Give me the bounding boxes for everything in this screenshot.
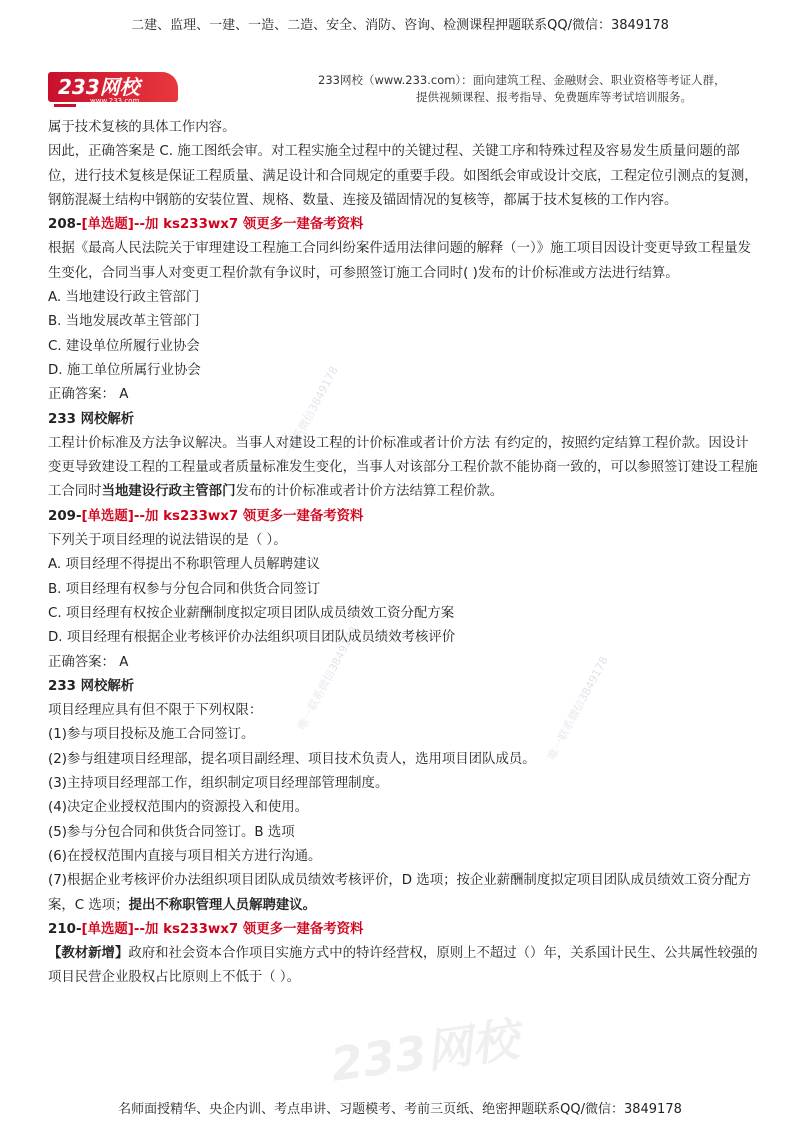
question-209-analysis-intro: 项目经理应具有但不限于下列权限： — [48, 703, 263, 719]
question-210-heading — [48, 918, 758, 942]
analysis-209-item-7-text: (7)根据企业考核评价办法组织项目团队成员绩效考核评价，D 选项；按企业薪酬制度拟定项目团队成员绩效工资分配方案，C 选项； — [48, 873, 752, 913]
question-208-option-c: C. 建设单位所履行业协会 — [48, 338, 200, 354]
question-208-option-d: D. 施工单位所属行业协会 — [48, 362, 201, 378]
analysis-208-bold: 当地建设行政主管部门 — [101, 484, 236, 500]
top-banner: 二建、监理、一建、一造、二造、安全、消防、咨询、检测课程押题联系QQ/微信：3849178 — [131, 18, 669, 33]
question-209-option-c: C. 项目经理有权按企业薪酬制度拟定项目团队成员绩效工资分配方案 — [48, 605, 455, 621]
question-208-analysis — [48, 432, 758, 505]
analysis-209-item-4: (4)决定企业授权范围内的资源投入和使用。 — [48, 800, 308, 816]
intro-line-1: 属于技术复核的具体工作内容。 — [48, 120, 236, 135]
question-210-number: 210- — [48, 921, 82, 937]
question-208-option-a: A. 当地建设行政主管部门 — [48, 290, 200, 306]
question-209-analysis-title: 233 网校解析 — [48, 678, 135, 694]
analysis-209-item-3: (3)主持项目经理部工作，组织制定项目经理部管理制度。 — [48, 776, 389, 792]
logo-subtext: www.233.com — [90, 97, 140, 105]
question-208-analysis-title: 233 网校解析 — [48, 411, 135, 427]
analysis-208-text-2: 发布的计价标准或者计价方法结算工程价款。 — [235, 484, 504, 500]
question-210-stem — [48, 942, 758, 991]
question-209-answer: 正确答案： A — [48, 654, 129, 670]
question-209-stem: 下列关于项目经理的说法错误的是（ ）。 — [48, 533, 287, 549]
analysis-209-item-5: (5)参与分包合同和供货合同签订。B 选项 — [48, 824, 295, 840]
question-210-stem-bold: 【教材新增】 — [48, 946, 129, 962]
question-208-heading — [48, 213, 758, 237]
question-209-number: 209- — [48, 508, 82, 524]
analysis-209-item-2: (2)参与组建项目经理部，提名项目副经理、项目技术负责人，选用项目团队成员。 — [48, 751, 536, 767]
question-209-option-a: A. 项目经理不得提出不称职管理人员解聘建议 — [48, 557, 320, 573]
watermark-text-3: 唯一联系微信3849178 — [295, 624, 361, 733]
intro-paragraph: 因此，正确答案是 C. 施工图纸会审。对工程实施全过程中的关键过程、关键工序和特殊过程及容易发生质量问题的部位，进行技术复核是保证工程质量、满足设计和合同规定的重要手段。如图纸会审或设计交底，工程定位引测点的复测，钢筋混凝土结构中钢筋的安装位置、规格、数量、连接及锚固情况的复核等，都属于技术复核的工作内容。 — [48, 144, 758, 208]
header-description — [318, 72, 778, 106]
question-209-option-b: B. 项目经理有权参与分包合同和供货合同签订 — [48, 581, 321, 597]
analysis-209-item-7-bold: 提出不称职管理人员解聘建议。 — [128, 897, 317, 913]
watermark-text-1: 唯一联系微信3849178 — [275, 364, 341, 473]
question-210-stem-text: 政府和社会资本合作项目实施方式中的特许经营权，原则上不超过（）年，关系国计民生、公共属性较强的项目民营企业股权占比原则上不低于（ ）。 — [48, 946, 758, 986]
question-208-option-b: B. 当地发展改革主管部门 — [48, 314, 200, 330]
question-209-heading — [48, 505, 758, 529]
analysis-209-item-7 — [48, 869, 758, 918]
question-209-tag: [单选题]--加 ks233wx7 领更多一建备考资料 — [81, 508, 364, 524]
analysis-208-text-1: 工程计价标准及方法争议解决。当事人对建设工程的计价标准或者计价方法 有约定的，按照约定结算工程价款。因设计变更导致建设工程的工程量或者质量标准发生变化，当事人对该部分工程价款不能协商一致的，可以参照签订建设工程施工合同时 — [48, 435, 758, 500]
footer-banner: 名师面授精华、央企内训、考点串讲、习题模考、考前三页纸、绝密押题联系QQ/微信：3849178 — [118, 1102, 682, 1117]
watermark-logo: 233网校 — [327, 1012, 522, 1092]
watermark-text-2: 唯一联系微信3849178 — [545, 654, 611, 763]
header-desc-line1: 233网校（www.233.com）：面向建筑工程、金融财会、职业资格等考证人群， — [318, 73, 726, 87]
analysis-209-item-1: (1)参与项目投标及施工合同签订。 — [48, 727, 255, 743]
logo-accent-bar — [54, 104, 76, 107]
question-208-number: 208- — [48, 217, 82, 233]
analysis-209-item-6: (6)在授权范围内直接与项目相关方进行沟通。 — [48, 848, 322, 864]
question-208-answer: 正确答案： A — [48, 387, 129, 403]
question-208-tag: [单选题]--加 ks233wx7 领更多一建备考资料 — [81, 217, 364, 233]
document-body — [48, 116, 758, 991]
brand-logo: 233网校 — [48, 72, 178, 102]
header-desc-line2: 提供视频课程、报考指导、免费题库等考试培训服务。 — [416, 90, 692, 104]
question-209-option-d: D. 项目经理有根据企业考核评价办法组织项目团队成员绩效考核评价 — [48, 630, 456, 646]
question-210-tag: [单选题]--加 ks233wx7 领更多一建备考资料 — [81, 921, 364, 937]
question-208-stem: 根据《最高人民法院关于审理建设工程施工合同纠纷案件适用法律问题的解释（一）》施工项目因设计变更导致工程量发生变化，合同当事人对变更工程价款有争议时，可参照签订施工合同时( )发布的计价标准或方法进行结算。 — [48, 241, 751, 281]
